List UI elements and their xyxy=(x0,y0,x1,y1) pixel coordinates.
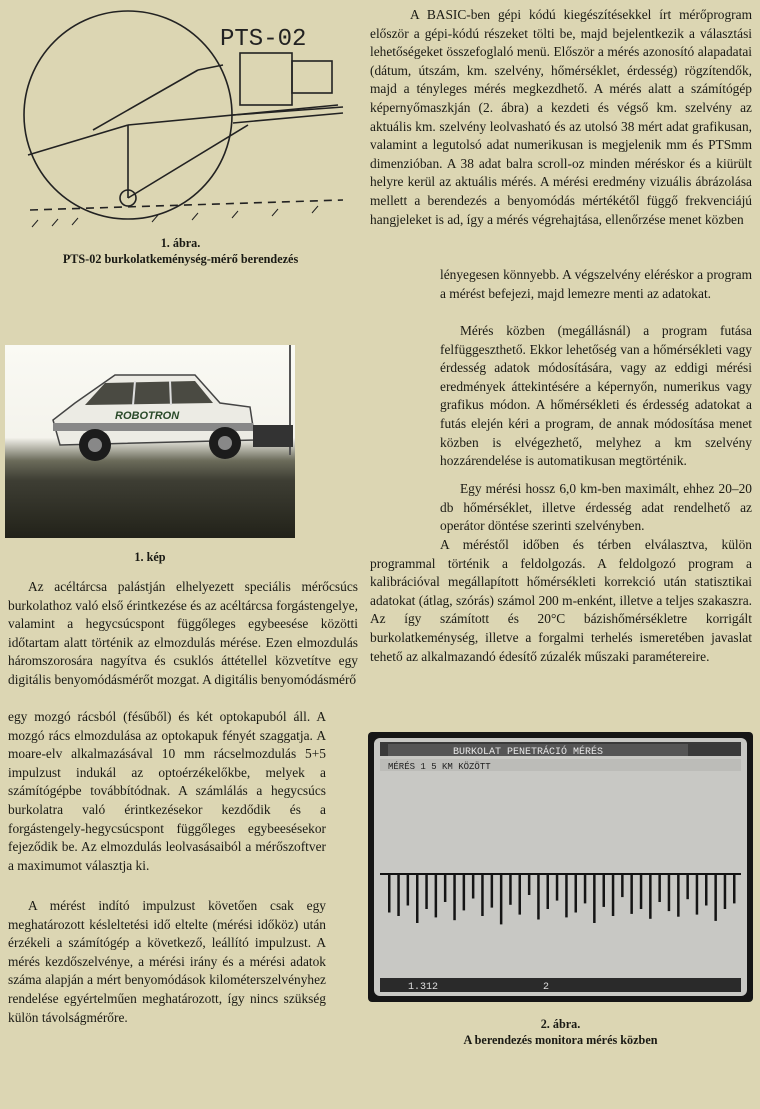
right-paragraph-1: A BASIC-ben gépi kódú kiegészítésekkel írt mérőprogram először a gépi-kódú részeket tölti be, majd bejelentkezik a választási lehetőségeket összefoglaló menü. Először a mérés azonosító alapadatai (dátum, útszám, km. szelvény, hőmérséklet, érdesség) rögzítendők, majd a tényleges mérés megkezdhető. A mérés alatt a számítógép képernyőmaszkján (2. ábra) a kezdeti és végső km. szelvény az aktuális km. szelvény leolvasható és az utolsó 38 mért adat grafikusan, valamint a legutolsó adat numerikusan is megjelenik mm és PTSmm dimenzióban. A 38 adat balra scroll-oz minden méréskor és a kiürült helyre kerül az aktuális mérés. A mérési eredmény vizuális ábrázolása mellett a berendezés a benyomódás mértékétől függő frekvenciájú hangjeleket is ad, így a mérés végrehajtása, ellenőrzése menet közben xyxy=(370,7,752,227)
monitor-bar xyxy=(714,874,717,921)
monitor-bar xyxy=(724,874,727,909)
monitor-bar xyxy=(649,874,652,919)
monitor-bar xyxy=(584,874,587,903)
figure-1-caption-title: PTS-02 burkolatkeménység-mérő berendezés xyxy=(62,252,299,266)
monitor-bar xyxy=(453,874,456,920)
monitor-bar xyxy=(612,874,615,916)
monitor-bar xyxy=(537,874,540,920)
monitor-bar xyxy=(696,874,699,915)
monitor-screenshot xyxy=(368,732,753,1002)
monitor-bottom-mid-text: 2 xyxy=(543,982,550,993)
figure-1-drawing xyxy=(8,5,353,230)
monitor-bar xyxy=(621,874,624,897)
monitor-bar xyxy=(388,874,391,913)
monitor-bottom-left-text: 1.312 xyxy=(408,982,439,993)
monitor-bar xyxy=(435,874,438,917)
photo-caption: 1. kép xyxy=(134,550,166,564)
monitor-bar xyxy=(658,874,661,902)
monitor-bar xyxy=(509,874,512,905)
monitor-bar xyxy=(547,874,550,909)
monitor-bar xyxy=(407,874,410,906)
figure-2-caption-number: 2. ábra. xyxy=(540,1017,581,1031)
car-logo-text: ROBOTRON xyxy=(115,410,180,422)
monitor-status-text: MÉRÉS 1 5 KM KÖZÖTT xyxy=(388,762,491,772)
right-paragraph-2: Mérés közben (megállásnál) a program futása felfüggeszthető. Ekkor lehetőség van a hőmérsékleti vagy érdesség adatok módosítására, vagy az eddigi mérési eredmények áttekintésére a képernyőn, numerikus vagy grafikus módon. A hőmérsékleti és érdesség adatokat a futás elején kéri a program, de annak módosítása menet közben is elvégezhető, melyhez a km szelvény hozzárendelése is automatikusan megtörténik. xyxy=(440,323,752,469)
monitor-bar xyxy=(668,874,671,911)
monitor-bar xyxy=(472,874,475,899)
monitor-bar xyxy=(733,874,736,903)
right-paragraph-1-continued: lényegesen könnyebb. A végszelvény eléréskor a program a mérést befejezi, majd lemezre menti az adatokat. xyxy=(440,267,752,301)
monitor-bar xyxy=(565,874,568,917)
left-paragraph-2: A mérést indító impulzust követően csak egy meghatározott késleltetési idő eltelte (mérési időköz) után érzékeli a számítógép a következő, leállító impulzust. A mérés kezdőszelvénye, a mérési irány és a mérési adatok száma alapján a mért benyomódások kilométerszelvényhez rendelése egyértelműen meghatározott, így nincs szükség külön távolságmérőre. xyxy=(8,898,326,1025)
figure-2-caption xyxy=(368,1016,753,1048)
monitor-bar xyxy=(640,874,643,909)
monitor-bar xyxy=(528,874,531,895)
monitor-bar xyxy=(575,874,578,913)
monitor-bar xyxy=(556,874,559,901)
car-photo xyxy=(5,345,295,538)
monitor-bar xyxy=(630,874,633,914)
monitor-bar xyxy=(500,874,503,924)
monitor-bar xyxy=(491,874,494,908)
left-paragraph-1-continued: egy mozgó rácsból (fésűből) és két optokapuból áll. A mozgó rács elmozdulása az optokapuk fényét szaggatja. A moare-elv alkalmazásával 10 mm rácselmozdulás 5+5 impulzust indukál az optoérzékelőkbe, melyek a számítógépbe továbbítódnak. A számlálás a hegycsúcs burkolatra való érintkezésekor kezdődik és a forgástengely-hegycsúcspont függőleges egybeesésekor fejeződik be. Az elmozdulás leolvasásaiból a mérőszoftver a maximumot választja ki. xyxy=(8,709,326,873)
figure-1-caption xyxy=(8,235,353,267)
right-paragraph-3: Egy mérési hossz 6,0 km-ben maximált, ehhez 20–20 db hőmérséklet, illetve érdesség adat rendelhető az operátor döntése szerinti szelvényben. xyxy=(440,481,752,534)
monitor-bar xyxy=(425,874,428,909)
monitor-bar xyxy=(397,874,400,916)
monitor-bar xyxy=(593,874,596,923)
monitor-bar xyxy=(686,874,689,899)
monitor-bar xyxy=(677,874,680,917)
monitor-bar xyxy=(416,874,419,923)
monitor-bar xyxy=(603,874,606,907)
left-paragraph-1: Az acéltárcsa palástján elhelyezett speciális mérőcsúcs burkolathoz való első érintkezése és az acéltárcsa forgástengelye, valamint a hegycsúcspont függőleges egybeesése közötti időtartam alatt történik az elmozdulás mérése. Ezen elmozdulás háromszorosára nagyítva és csuklós áttétellel közvetítve egy digitális benyomódásmérőt mozgat. A digitális benyomódásmérő xyxy=(8,579,358,687)
monitor-title-text: BURKOLAT PENETRÁCIÓ MÉRÉS xyxy=(453,747,604,758)
right-paragraph-4: A méréstől időben és térben elválasztva, külön programmal történik a feldolgozás. A feldolgozó program a kalibrációval megállapított hőmérsékleti korrekció után statisztikai adatokat (átlag, szórás) számol 200 m-enként, illetve a teljes szakaszra. Az így számított és 20°C bázishőmérsékletre korrigált burkolatkeménység, illetve a forgalmi terhelés ismeretében javaslat tehető az alkalmazandó édesítő zúzalék műszaki paramétereire. xyxy=(370,537,752,664)
monitor-bar xyxy=(519,874,522,915)
monitor-bar xyxy=(481,874,484,916)
monitor-bar xyxy=(705,874,708,906)
figure-1-caption-number: 1. ábra. xyxy=(160,236,201,250)
figure-2-caption-title: A berendezés monitora mérés közben xyxy=(463,1033,658,1047)
device-label: PTS-02 xyxy=(220,26,307,53)
monitor-bar xyxy=(444,874,447,902)
monitor-bar xyxy=(463,874,466,910)
